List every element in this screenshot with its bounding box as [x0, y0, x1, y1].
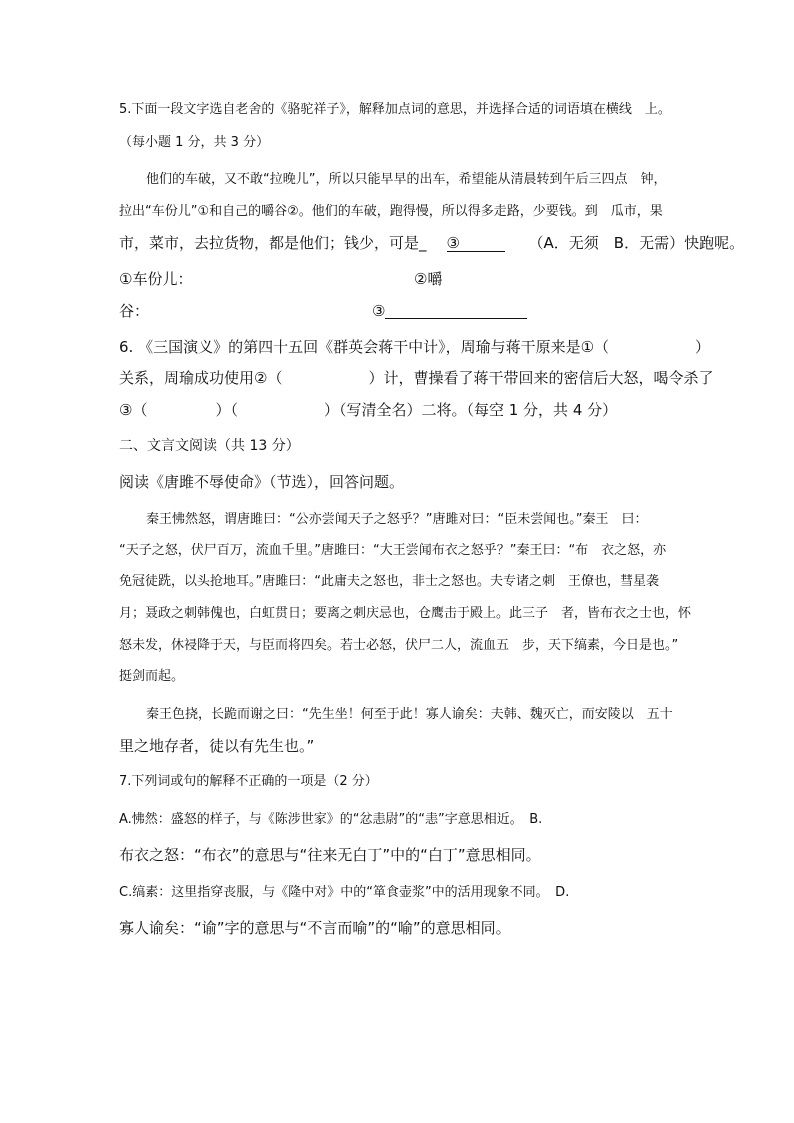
q5-blank-3[interactable]: ③	[447, 236, 505, 252]
passage-para-2-line-2: 里之地存者，徒以有先生也。”	[119, 737, 315, 755]
q6-line-3	[119, 403, 617, 418]
q5-answer-2-label: ②嚼	[414, 270, 443, 288]
q6-line-2	[119, 371, 713, 386]
q7-option-d[interactable]: 寡人谕矣：“谕”字的意思与“不言而喻”的“喻”的意思相同。	[119, 919, 511, 937]
q6-line-1	[119, 340, 710, 355]
passage-para-1-line-2: “天子之怒，伏尸百万，流血千里。”唐雎曰：“大王尝闻布衣之怒乎？”秦王曰：“布 衣之怒，亦	[119, 543, 667, 558]
q5-passage-line-3	[119, 236, 744, 252]
passage-para-2-line-1: 秦王色挠，长跪而谢之曰：“先生坐！何至于此！寡人谕矣：夫韩、魏灭亡，而安陵以 五十	[146, 707, 673, 722]
passage-para-1-line-1: 秦王怫然怒，谓唐雎曰：“公亦尝闻天子之怒乎？”唐雎对曰：“臣未尝闻也。”秦王 曰：	[146, 512, 648, 527]
passage-para-1-line-4: 月；聂政之刺韩傀也，白虹贯日；要离之刺庆忌也，仓鹰击于殿上。此三子 者，皆布衣之士也，怀	[119, 606, 692, 621]
passage-para-1-line-6: 挺剑而起。	[119, 669, 185, 684]
q5-answer-2-label-cont: 谷：	[119, 302, 150, 320]
q5-answer-1-label: ①车份儿：	[119, 270, 193, 288]
q6-line-3-open: ③（	[119, 401, 148, 419]
passage-para-1-line-5: 怒未发，休祲降于天，与臣而将四矣。若士必怒，伏尸二人，流血五 步，天下缟素，今日是也。”	[119, 638, 679, 653]
q5-options: （A．无须 B．无需）快跑呢。	[528, 234, 745, 252]
q5-passage-line-2: 拉出“车份儿”①和自己的嚼谷②。他们的车破，跑得慢，所以得多走路，少要钱。到 瓜市，果	[119, 204, 663, 219]
q6-line-3-rest: ）（写清全名）二将。（每空 1 分，共 4 分）	[323, 401, 618, 419]
q5-answer-3-label: ③	[372, 302, 386, 320]
q6-line-2-text: 关系，周瑜成功使用②（	[119, 369, 283, 387]
q5-passage-line-1: 他们的车破，又不敢“拉晚儿”，所以只能早早的出车，希望能从清晨转到午后三四点 钟，	[146, 172, 667, 187]
q5-score: （每小题 1 分，共 3 分）	[119, 135, 270, 150]
section-2-heading: 二、文言文阅读（共 13 分）	[119, 438, 300, 454]
q5-title: 5.下面一段文字选自老舍的《骆驼祥子》，解释加点词的意思，并选择合适的词语填在横线 上。	[119, 102, 671, 117]
q6-line-1-text: 6. 《三国演义》的第四十五回《群英会蒋干中计》，周瑜与蒋干原来是①（	[119, 338, 610, 356]
q5-passage-line-3-text: 市，菜市，去拉货物，都是他们；钱少，可是_	[119, 234, 427, 252]
q6-line-2-rest: ）计，曹操看了蒋干带回来的密信后大怒，喝令杀了	[368, 369, 714, 387]
q5-answer-3	[372, 304, 527, 319]
q6-line-1-close: ）	[695, 338, 711, 356]
passage-para-1-line-3: 免冠徒跣，以头抢地耳。”唐雎曰：“此庸夫之怒也，非士之怒也。夫专诸之刺 王僚也，彗星袭	[119, 574, 659, 589]
q7-option-b[interactable]: 布衣之怒：“布衣”的意思与“往来无白丁”中的“白丁”意思相同。	[119, 846, 541, 864]
q6-line-3-mid: ）（	[215, 401, 238, 419]
q7-title: 7.下列词或句的解释不正确的一项是（2 分）	[119, 774, 378, 789]
q7-option-c[interactable]: C.缟素：这里指穿丧服，与《隆中对》中的“箪食壶浆”中的活用现象不同。 D.	[119, 885, 570, 900]
q7-option-a[interactable]: A.怫然：盛怒的样子，与《陈涉世家》的“忿恚尉”的“恚”字意思相近。 B.	[119, 812, 543, 827]
q5-answer-3-blank[interactable]	[385, 304, 527, 319]
section-2-intro: 阅读《唐雎不辱使命》（节选），回答问题。	[119, 473, 405, 491]
